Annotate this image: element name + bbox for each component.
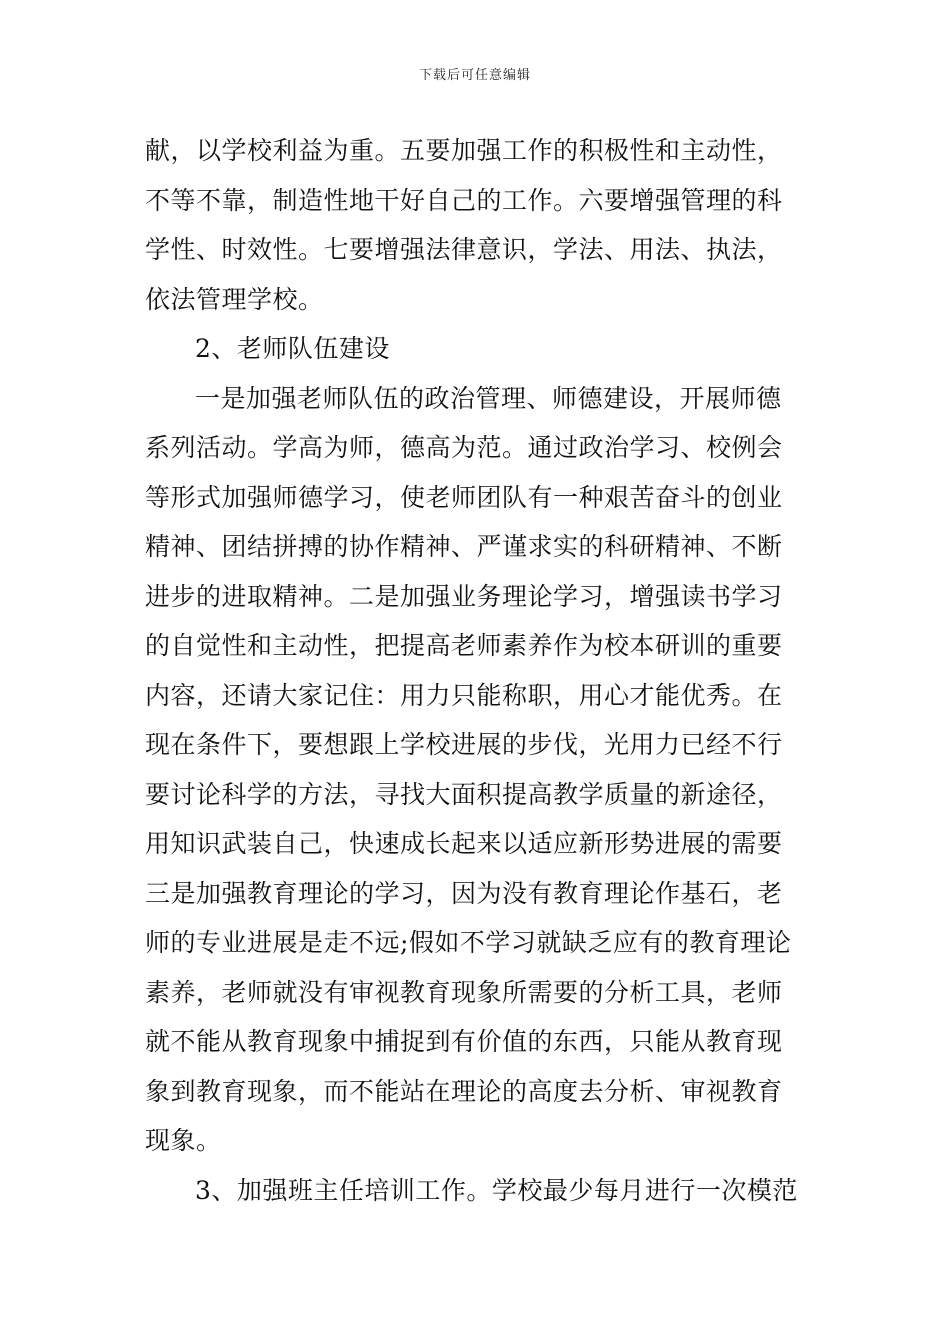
text-line: 师的专业进展是走不远;假如不学习就缺乏应有的教育理论 xyxy=(145,928,792,957)
text-line: 用知识武装自己，快速成长起来以适应新形势进展的需要 xyxy=(145,829,783,858)
text-line: 要讨论科学的方法，寻找大面积提高教学质量的新途径， xyxy=(145,779,783,809)
text-line: 一是加强老师队伍的政治管理、师德建设，开展师德 xyxy=(195,383,782,413)
text-line: 素养，老师就没有审视教育现象所需要的分析工具，老师 xyxy=(145,977,783,1007)
text-line: 内容，还请大家记住：用力只能称职，用心才能优秀。在 xyxy=(145,680,783,710)
text-line: 现在条件下，要想跟上学校进展的步伐，光用力已经不行 xyxy=(145,730,783,759)
text-line: 不等不靠，制造性地干好自己的工作。六要增强管理的科 xyxy=(145,185,783,215)
text-line: 进步的进取精神。二是加强业务理论学习，增强读书学习 xyxy=(145,581,783,611)
text-line: 学性、时效性。七要增强法律意识，学法、用法、执法， xyxy=(145,235,783,264)
page-header: 下载后可任意编辑 xyxy=(418,68,531,83)
text-line: 的自觉性和主动性，把提高老师素养作为校本研训的重要 xyxy=(145,631,783,660)
text-line: 系列活动。学高为师，德高为范。通过政治学习、校例会 xyxy=(145,433,783,462)
section-heading: 2、老师队伍建设 xyxy=(195,334,390,363)
section-heading: 3、加强班主任培训工作。学校最少每月进行一次模范 xyxy=(195,1175,798,1205)
text-line: 三是加强教育理论的学习，因为没有教育理论作基石，老 xyxy=(145,878,783,908)
text-line: 精神、团结拼搏的协作精神、严谨求实的科研精神、不断 xyxy=(145,532,783,561)
text-line: 就不能从教育现象中捕捉到有价值的东西，只能从教育现 xyxy=(145,1027,783,1056)
text-line: 依法管理学校。 xyxy=(145,284,324,314)
text-line: 献，以学校利益为重。五要加强工作的积极性和主动性， xyxy=(145,136,783,165)
text-line: 等形式加强师德学习，使老师团队有一种艰苦奋斗的创业 xyxy=(145,482,783,512)
text-line: 象到教育现象，而不能站在理论的高度去分析、审视教育 xyxy=(145,1076,783,1106)
document-body xyxy=(145,126,810,1215)
text-line: 现象。 xyxy=(145,1126,222,1155)
